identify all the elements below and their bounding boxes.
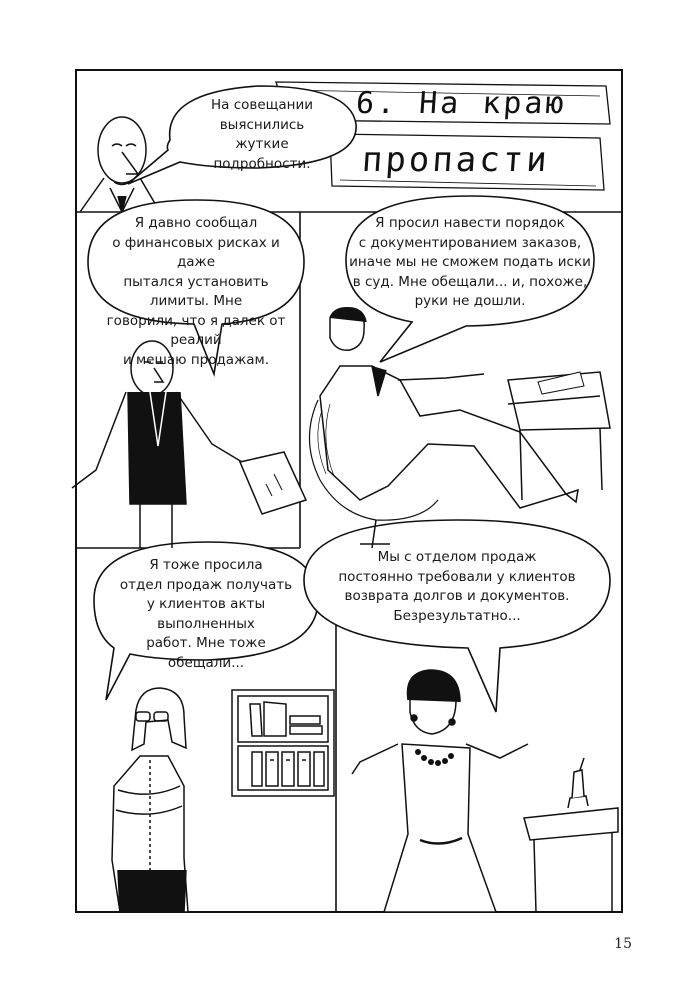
text-line: Я тоже просила: [149, 557, 263, 573]
woman-with-necklace: [352, 670, 528, 912]
text-line: с документированием заказов,: [358, 234, 582, 251]
text-line: возврата долгов и документов.: [344, 588, 570, 604]
chapter-title-line1: 6. На краю: [354, 86, 568, 121]
text-line: Я просил навести порядок: [375, 215, 565, 231]
text-line: обещали...: [167, 654, 245, 671]
bubble-finance-text: [92, 214, 300, 370]
text-line: На совещании: [210, 97, 314, 113]
woman-with-glasses: [112, 688, 188, 912]
text-line: Безрезультатно...: [393, 607, 521, 624]
bubble-meeting-text: [196, 96, 328, 174]
text-line: постоянно требовали у клиентов: [338, 568, 576, 585]
bald-manager-portrait: [80, 117, 160, 212]
text-line: и мешаю продажам.: [122, 351, 269, 368]
text-line: подробности.: [213, 155, 311, 172]
man-in-office-chair: [309, 308, 610, 548]
text-line: в суд. Мне обещали... и, похоже,: [352, 273, 588, 290]
text-line: руки не дошли.: [414, 293, 526, 309]
text-line: Мы с отделом продаж: [377, 549, 537, 565]
bald-man-with-folder: [72, 341, 306, 548]
bubble-collections-text: [314, 548, 600, 626]
text-line: у клиентов акты выполненных: [146, 596, 266, 632]
bubble-legal-text: [348, 214, 592, 312]
desk-with-phone: [524, 758, 618, 912]
page-number: 15: [614, 936, 632, 952]
text-line: выяснились жуткие: [219, 116, 305, 152]
text-line: Я давно сообщал: [134, 215, 258, 231]
text-line: о финансовых рисках и даже: [112, 234, 280, 270]
text-line: пытался установить лимиты. Мне: [123, 273, 269, 309]
bubble-accountant-text: [98, 556, 314, 673]
text-line: отдел продаж получать: [119, 576, 293, 593]
text-line: говорили, что я далек от реалий: [106, 312, 286, 348]
bookshelf: [232, 690, 334, 796]
text-line: иначе мы не сможем подать иски: [349, 254, 591, 270]
chapter-title-line2: пропасти: [360, 140, 552, 180]
text-line: работ. Мне тоже: [146, 635, 266, 651]
